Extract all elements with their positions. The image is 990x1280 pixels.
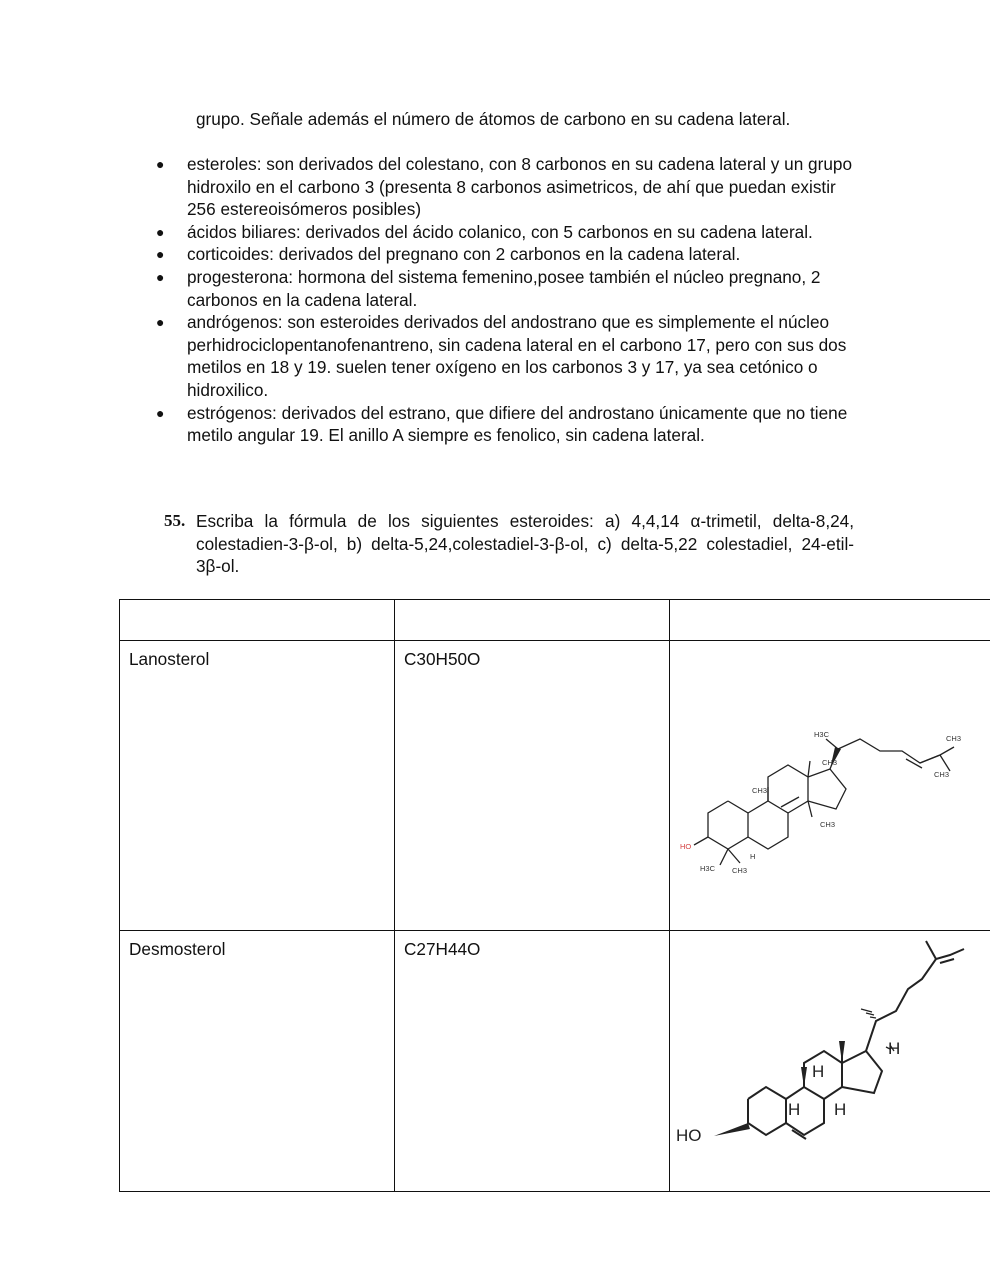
lanosterol-labels [680,730,961,875]
wedge-bond [839,1041,845,1063]
ho-label: HO [676,1126,702,1145]
ch3-label: CH3 [946,734,962,743]
h-label: H [750,852,756,861]
h-label: H [834,1100,847,1119]
list-item-text: corticoides: derivados del pregnano con 2 carbonos en la cadena lateral. [187,244,741,265]
list-item-text: esteroles: son derivados del colestano, con 8 carbonos en su cadena lateral y un grupo hidroxilo en el carbono 3 (presenta 8 carbonos asimetricos, de ahí que puedan existir 256 estereoisómeros posibles) [187,154,853,220]
table-row [120,931,990,1192]
h3c-label: H3C [700,864,716,873]
header-cell [120,600,395,641]
steroid-name-cell: Desmosterol [120,931,395,1192]
bullet-icon: ● [156,268,165,285]
lanosterol-structure-diagram [670,641,990,931]
list-item-text: progesterona: hormona del sistema femenino,posee también el núcleo pregnano, 2 carbonos en la cadena lateral. [187,266,821,310]
structure-cell [670,641,990,931]
list-item [154,402,854,447]
list-item [154,311,854,401]
bullet-icon: ● [156,314,165,331]
list-item [154,266,854,311]
steroid-types-list [154,153,854,447]
bullet-icon: ● [156,223,165,240]
steroid-name-cell: Lanosterol [120,641,395,931]
bullet-icon: ● [156,404,165,421]
steroids-table [119,599,990,1192]
question-number: 55. [164,511,186,530]
h-label: H [812,1062,825,1081]
list-item-text: andrógenos: son esteroides derivados del andostrano que es simplemente el núcleo perhidrociclopentanofenantreno, sin cadena lateral en el carbono 17, pero con sus dos metilos en 18 y 19. suelen tener oxígeno en los carbonos 3 y 17, ya sea cetónico o hidroxilico. [187,312,847,400]
h3c-label: H3C [814,730,830,739]
ch3-label: CH3 [822,758,838,767]
h-label: H [788,1100,801,1119]
list-item [154,153,854,221]
formula-cell: C30H50O [395,641,670,931]
list-item [154,221,854,244]
intro-paragraph-continuation: grupo. Señale además el número de átomos de carbono en su cadena lateral. [196,109,791,129]
list-item-text: ácidos biliares: derivados del ácido colanico, con 5 carbonos en su cadena lateral. [187,221,813,242]
bullet-icon: ● [156,246,165,263]
h-label: H [888,1039,901,1058]
ch3-label: CH3 [934,770,950,779]
desmosterol-bonds [748,941,964,1139]
ho-label: HO [680,842,692,851]
question-55 [164,510,854,578]
ch3-label: CH3 [732,866,748,875]
ch3-label: CH3 [752,786,768,795]
table-header-row [120,600,990,641]
table-row [120,641,990,931]
list-item [154,243,854,266]
wedge-bond [714,1123,750,1136]
wedge-bond [801,1067,807,1087]
desmosterol-structure-diagram [670,931,990,1191]
list-item-text: estrógenos: derivados del estrano, que difiere del androstano únicamente que no tiene metilo angular 19. El anillo A siempre es fenolico, sin cadena lateral. [187,402,848,446]
bullet-icon: ● [156,156,165,172]
question-text: Escriba la fórmula de los siguientes esteroides: a) 4,4,14 α-trimetil, delta-8,24, colestadien-3-β-ol, b) delta-5,24,colestadiel-3-β-ol, c) delta-5,22 colestadiel, 24-etil- 3β-ol. [196,511,854,577]
header-cell [670,600,990,641]
header-cell [395,600,670,641]
formula-cell: C27H44O [395,931,670,1192]
structure-cell [670,931,990,1192]
ch3-label: CH3 [820,820,836,829]
